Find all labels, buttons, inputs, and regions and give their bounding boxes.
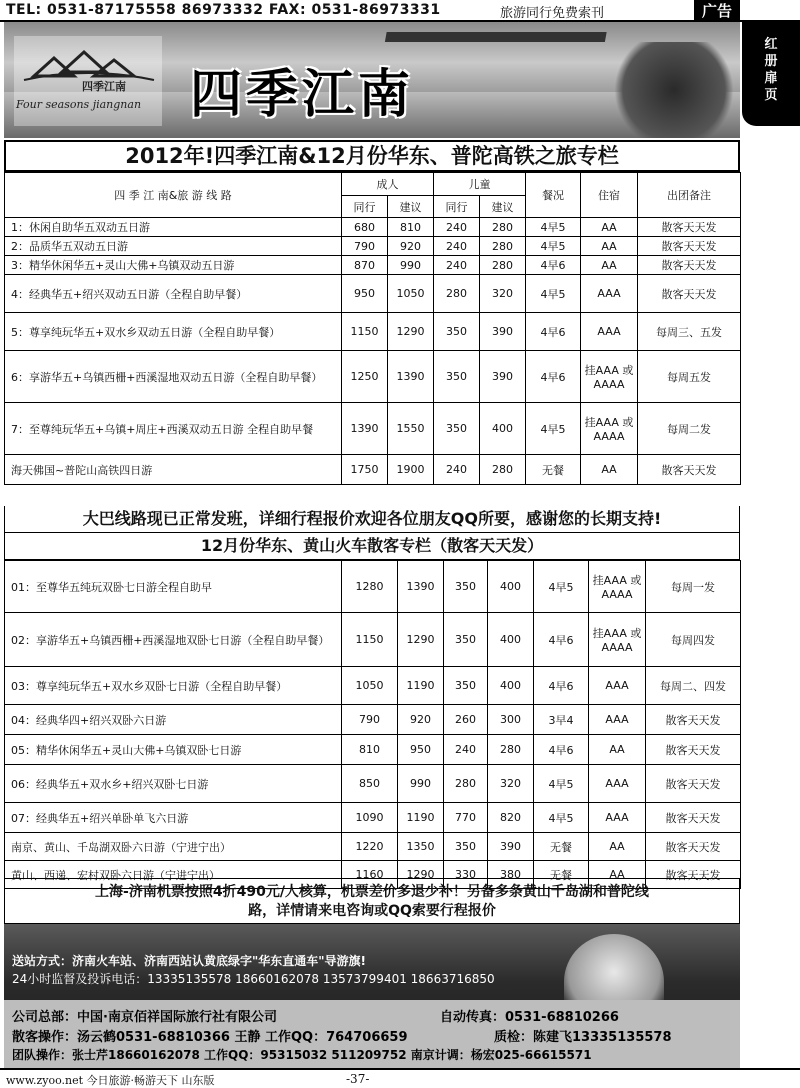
cell-hotel: 挂AAA 或 AAAA [589,561,646,613]
cell-c1: 350 [434,313,480,351]
table-row [5,218,741,237]
cell-a2: 1190 [398,803,444,833]
cell-name: 3：精华休闲华五+灵山大佛+乌镇双动五日游 [5,256,342,275]
cell-depart: 每周二发 [638,403,741,455]
cell-a2: 1190 [398,667,444,705]
cell-a2: 1290 [388,313,434,351]
cell-a2: 1290 [398,613,444,667]
rooftops-scene [381,32,606,62]
cell-a1: 1250 [342,351,388,403]
cell-a1: 1750 [342,455,388,485]
top-bar [0,0,800,22]
cell-depart: 散客天天发 [638,237,741,256]
cell-c1: 240 [434,218,480,237]
cell-meal: 4早6 [534,735,589,765]
cell-c2: 280 [480,455,526,485]
cell-c2: 280 [480,237,526,256]
cell-c1: 240 [444,735,488,765]
cell-name: 5：尊享纯玩华五+双水乡双动五日游（全程自助早餐） [5,313,342,351]
cell-meal: 4早5 [526,237,581,256]
cell-hotel: AA [581,218,638,237]
cell-depart: 散客天天发 [638,455,741,485]
cell-c1: 240 [434,237,480,256]
cell-a2: 950 [398,735,444,765]
cell-meal: 4早5 [534,803,589,833]
cell-hotel: AAA [581,313,638,351]
cell-hotel: AA [589,735,646,765]
cell-a2: 920 [388,237,434,256]
cell-depart: 散客天天发 [646,735,741,765]
fax-info: 自动传真：0531-68810266 [440,1010,619,1025]
table-row [5,833,741,861]
table-row [5,705,741,735]
cell-c2: 380 [488,861,534,889]
table-row [5,765,741,803]
cell-name: 05：精华休闲华五+灵山大佛+乌镇双卧七日游 [5,735,342,765]
flight-notice-line: 路，详情请来电咨询或QQ索要行程报价 [248,903,496,919]
cell-hotel: AA [581,256,638,275]
cell-a2: 810 [388,218,434,237]
cell-a1: 680 [342,218,388,237]
cell-name: 6：享游华五+乌镇西栅+西溪湿地双动五日游（全程自助早餐） [5,351,342,403]
cell-a2: 990 [398,765,444,803]
cell-c1: 350 [444,613,488,667]
cell-c2: 400 [488,613,534,667]
hotel-header: 住宿 [581,173,638,218]
table-row [5,256,741,275]
cell-a2: 1390 [388,351,434,403]
cell-a2: 1050 [388,275,434,313]
adult-header: 成人 [342,173,434,196]
banner-photo [4,22,740,138]
flight-notice [4,878,740,924]
side-tab-char: 扉 [764,71,778,86]
cell-c2: 390 [488,833,534,861]
cell-c1: 350 [444,667,488,705]
adult-peer-header: 同行 [342,196,388,218]
table-row [5,667,741,705]
banner-title: 四季江南 [190,65,415,125]
cell-depart: 每周五发 [638,351,741,403]
cell-meal: 4早6 [526,256,581,275]
cell-c1: 240 [434,455,480,485]
cell-name: 01：至尊华五纯玩双卧七日游全程自助早 [5,561,342,613]
table-row [5,803,741,833]
cell-c2: 320 [488,765,534,803]
cell-a1: 850 [342,765,398,803]
cell-a2: 920 [398,705,444,735]
cell-depart: 散客天天发 [638,218,741,237]
cell-c2: 400 [488,561,534,613]
qc-info: 质检：陈建飞13335135578 [494,1030,672,1045]
cell-name: 02：享游华五+乌镇西栅+西溪湿地双卧七日游（全程自助早餐） [5,613,342,667]
cell-a2: 1350 [398,833,444,861]
hotline-info: 24小时监督及投诉电话：13335135578 18660162078 13573799401 18663716850 [12,972,495,986]
tree-scene [604,42,740,138]
cell-c2: 390 [480,313,526,351]
cell-c1: 350 [444,561,488,613]
cell-c2: 280 [480,218,526,237]
table-row [5,237,741,256]
cell-name: 4：经典华五+绍兴双动五日游（全程自助早餐） [5,275,342,313]
cell-a1: 950 [342,275,388,313]
cell-a1: 1390 [342,403,388,455]
bottom-bar [0,1068,800,1086]
cell-name: 06：经典华五+双水乡+绍兴双卧七日游 [5,765,342,803]
bus-notice: 大巴线路现已正常发班，详细行程报价欢迎各位朋友QQ所要，感谢您的长期支持! [4,506,740,532]
child-header: 儿童 [434,173,526,196]
page-number: -37- [346,1072,370,1086]
cell-name: 海天佛国~普陀山高铁四日游 [5,455,342,485]
pickup-info: 送站方式：济南火车站、济南西站认黄底绿字"华东直通车"导游旗! [12,954,366,968]
cell-depart: 散客天天发 [646,705,741,735]
table-row [5,735,741,765]
cell-meal: 4早5 [534,561,589,613]
ops-info: 散客操作：汤云鹤0531-68810366 王静 工作QQ：764706659 [12,1030,408,1045]
side-tab-char: 册 [764,54,778,69]
cell-name: 南京、黄山、千岛湖双卧六日游（宁进宁出） [5,833,342,861]
cell-depart: 散客天天发 [638,256,741,275]
side-tab-char: 页 [764,88,778,103]
cell-a1: 1220 [342,833,398,861]
contact-strip [4,1000,740,1068]
cell-a1: 1160 [342,861,398,889]
table-row [5,455,741,485]
table-row [5,351,741,403]
cell-meal: 3早4 [534,705,589,735]
side-tab [742,22,800,126]
cell-hotel: AAA [589,803,646,833]
adult-suggest-header: 建议 [388,196,434,218]
cell-c1: 350 [434,403,480,455]
cell-c2: 320 [480,275,526,313]
cell-hotel: AA [581,455,638,485]
cell-c1: 350 [444,833,488,861]
cell-hotel: AA [589,861,646,889]
cell-hotel: AA [581,237,638,256]
cell-c2: 280 [480,256,526,275]
section1-title: 2012年!四季江南&12月份华东、普陀高铁之旅专栏 [4,140,740,172]
cell-depart: 每周二、四发 [646,667,741,705]
cell-depart: 每周三、五发 [638,313,741,351]
cell-a1: 1150 [342,313,388,351]
cell-a1: 1090 [342,803,398,833]
cell-a2: 1550 [388,403,434,455]
cell-depart: 散客天天发 [646,803,741,833]
cell-a1: 870 [342,256,388,275]
cell-a2: 1900 [388,455,434,485]
site-name: www.zyoo.net 今日旅游·畅游天下 山东版 [6,1074,215,1087]
logo-text-cn: 四季江南 [82,80,126,93]
cell-c2: 280 [488,735,534,765]
cell-a2: 990 [388,256,434,275]
table-row [5,313,741,351]
cell-a1: 810 [342,735,398,765]
cell-depart: 散客天天发 [646,861,741,889]
table-row [5,561,741,613]
cell-meal: 4早6 [534,667,589,705]
cell-meal: 4早5 [526,275,581,313]
cell-hotel: 挂AAA 或 AAAA [581,351,638,403]
cell-name: 03：尊享纯玩华五+双水乡双卧七日游（全程自助早餐） [5,667,342,705]
rail-tour-table [4,172,741,485]
flight-notice-line: 上海-济南机票按照4折490元/人核算，机票差价多退少补！另备多条黄山千岛湖和普陀线 [95,884,649,900]
cell-c2: 400 [488,667,534,705]
cell-meal: 无餐 [534,861,589,889]
cell-c2: 400 [480,403,526,455]
cell-meal: 4早6 [534,613,589,667]
depart-header: 出团备注 [638,173,741,218]
cell-c1: 350 [434,351,480,403]
cell-a2: 1390 [398,561,444,613]
meal-header: 餐况 [526,173,581,218]
cell-a1: 790 [342,705,398,735]
table-row [5,275,741,313]
section2-title: 12月份华东、黄山火车散客专栏（散客天天发） [4,532,740,560]
rail-tour-rows [5,218,741,485]
cell-c2: 300 [488,705,534,735]
cell-c1: 240 [434,256,480,275]
contact-numbers: TEL: 0531-87175558 86973332 FAX: 0531-86973331 [6,2,441,18]
cell-hotel: 挂AAA 或 AAAA [589,613,646,667]
cell-depart: 每周一发 [646,561,741,613]
train-tour-table [4,560,741,889]
table-row [5,613,741,667]
cell-a2: 1290 [398,861,444,889]
team-ops-info: 团队操作：张士芹18660162078 工作QQ：95315032 511209752 南京计调：杨宏025-66615571 [12,1048,592,1062]
cell-meal: 无餐 [526,455,581,485]
logo-text-en: Four seasons jiangnan [16,98,142,111]
train-tour-rows [5,561,741,889]
cell-name: 1：休闲自助华五双动五日游 [5,218,342,237]
cell-c1: 280 [434,275,480,313]
cell-meal: 无餐 [534,833,589,861]
cell-meal: 4早6 [526,351,581,403]
cell-hotel: 挂AAA 或 AAAA [581,403,638,455]
cell-c2: 820 [488,803,534,833]
cell-name: 2：品质华五双动五日游 [5,237,342,256]
cell-a1: 790 [342,237,388,256]
cell-meal: 4早5 [526,218,581,237]
cell-hotel: AAA [589,667,646,705]
cell-name: 7：至尊纯玩华五+乌镇+周庄+西溪双动五日游 全程自助早餐 [5,403,342,455]
cell-a1: 1150 [342,613,398,667]
cell-depart: 散客天天发 [646,765,741,803]
cell-hotel: AAA [581,275,638,313]
free-index-label: 旅游同行免费索刊 [500,6,605,21]
side-tab-char: 红 [764,37,778,52]
footer-contact [4,924,740,1068]
cell-meal: 4早6 [526,313,581,351]
cell-hotel: AA [589,833,646,861]
cell-meal: 4早5 [526,403,581,455]
cell-c1: 260 [444,705,488,735]
cell-hotel: AAA [589,765,646,803]
cell-depart: 散客天天发 [638,275,741,313]
route-header: 四 季 江 南&旅 游 线 路 [5,173,342,218]
cell-depart: 每周四发 [646,613,741,667]
cell-c1: 770 [444,803,488,833]
child-suggest-header: 建议 [480,196,526,218]
cell-hotel: AAA [589,705,646,735]
cell-c1: 330 [444,861,488,889]
cell-name: 黄山、西递、宏村双卧六日游（宁进宁出） [5,861,342,889]
child-peer-header: 同行 [434,196,480,218]
ad-label: 广告 [694,0,740,22]
cell-name: 04：经典华四+绍兴双卧六日游 [5,705,342,735]
cell-c2: 390 [480,351,526,403]
cell-depart: 散客天天发 [646,833,741,861]
cell-name: 07：经典华五+绍兴单卧单飞六日游 [5,803,342,833]
cell-a1: 1280 [342,561,398,613]
cell-c1: 280 [444,765,488,803]
cell-a1: 1050 [342,667,398,705]
table-row [5,403,741,455]
hq-info: 公司总部：中国·南京佰祥国际旅行社有限公司 [12,1010,277,1025]
cell-meal: 4早5 [534,765,589,803]
